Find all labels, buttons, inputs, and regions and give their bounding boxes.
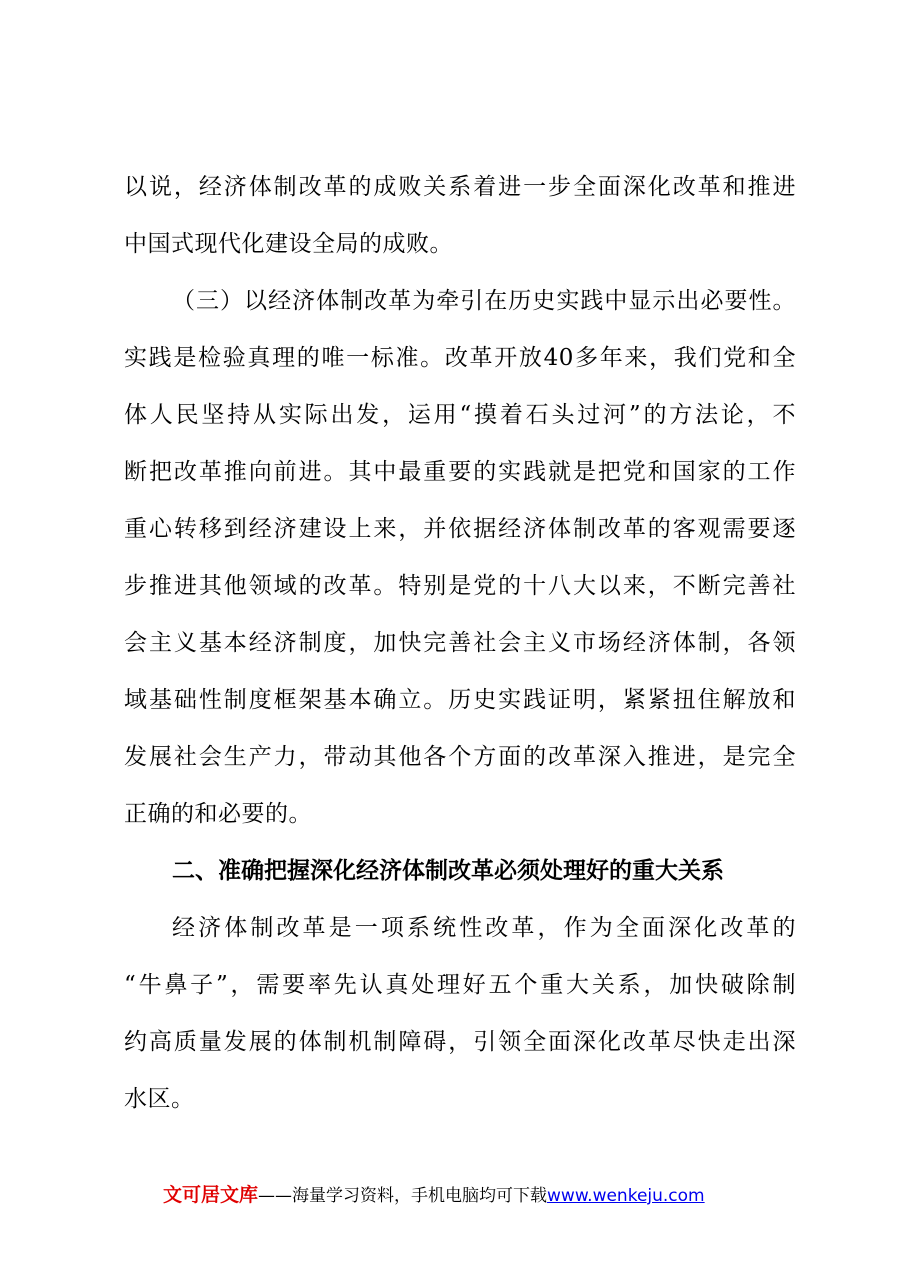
body-line-13: 经济体制改革是一项系统性改革，作为全面深化改革的 (172, 915, 796, 941)
body-line-9: 会主义基本经济制度，加快完善社会主义市场经济体制，各领 (124, 630, 796, 656)
body-line-1: 以说，经济体制改革的成败关系着进一步全面深化改革和推进 (124, 174, 796, 200)
body-line-11: 发展社会生产力，带动其他各个方面的改革深入推进，是完全 (124, 744, 796, 770)
footer-tagline: ——海量学习资料，手机电脑均可下载 (258, 1186, 548, 1206)
body-line-6: 断把改革推向前进。其中最重要的实践就是把党和国家的工作 (124, 459, 796, 485)
body-line-4: 实践是检验真理的唯一标准。改革开放40多年来，我们党和全 (124, 345, 796, 371)
body-line-15: 约高质量发展的体制机制障碍，引领全面深化改革尽快走出深 (124, 1029, 796, 1055)
footer-link[interactable]: www.wenkeju.com (547, 1186, 705, 1206)
body-line-10: 域基础性制度框架基本确立。历史实践证明，紧紧扭住解放和 (124, 687, 796, 713)
section-heading: 二、准确把握深化经济体制改革必须处理好的重大关系 (172, 858, 724, 884)
body-line-16: 水区。 (124, 1086, 195, 1112)
footer (163, 1183, 705, 1208)
body-line-5: 体人民坚持从实际出发，运用“摸着石头过河”的方法论，不 (124, 402, 796, 428)
body-line-7: 重心转移到经济建设上来，并依据经济体制改革的客观需要逐 (124, 516, 796, 542)
body-line-14: “牛鼻子”，需要率先认真处理好五个重大关系，加快破除制 (124, 972, 796, 998)
body-line-8: 步推进其他领域的改革。特别是党的十八大以来，不断完善社 (124, 573, 796, 599)
body-line-2: 中国式现代化建设全局的成败。 (124, 231, 453, 257)
body-line-12: 正确的和必要的。 (124, 801, 312, 827)
footer-brand: 文可居文库 (163, 1184, 259, 1206)
subsection-heading-3: （三）以经济体制改革为牵引在历史实践中显示出必要性。 (172, 288, 796, 314)
